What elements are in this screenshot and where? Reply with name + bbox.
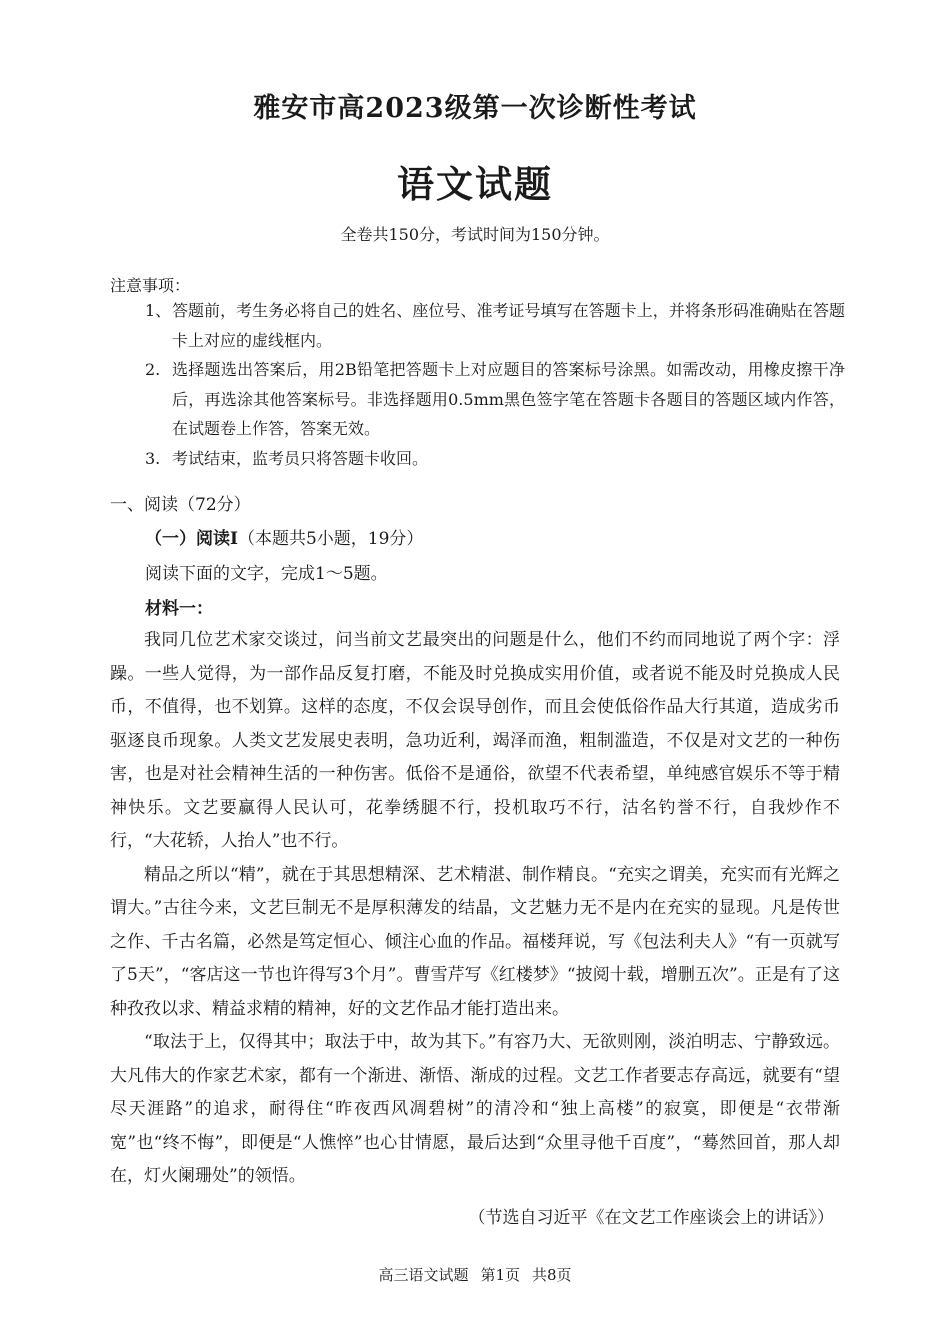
footer-total: 共8页 <box>532 1266 572 1284</box>
notice-heading: 注意事项： <box>110 276 191 295</box>
subject-title: 语文试题 <box>397 162 553 206</box>
notice-text: 答题前，考生务必将自己的姓名、座位号、准考证号填写在答题卡上，并将条形码准确贴在答题卡上对应的虚线框内。 <box>172 301 845 350</box>
notice-text: 选择题选出答案后，用2B铅笔把答题卡上对应题目的答案标号涂黑。如需改动，用橡皮擦干净后，再选涂其他答案标号。非选择题用0.5mm黑色签字笔在答题卡各题目的答题区域内作答，在试题卷上作答，答案无效。 <box>172 360 845 438</box>
exam-info: 全卷共150分，考试时间为150分钟。 <box>340 225 610 244</box>
notice-number: 2. <box>145 360 161 379</box>
notice-item <box>145 444 845 474</box>
material-label: 材料一： <box>145 599 213 619</box>
reading-instruction: 阅读下面的文字，完成1～5题。 <box>145 564 388 584</box>
notice-number: 1、 <box>145 301 172 320</box>
footer-subject: 高三语文试题 <box>378 1266 469 1284</box>
part-detail: （本题共5小题，19分） <box>237 529 424 549</box>
part-label: （一）阅读Ⅰ <box>145 529 238 549</box>
article-paragraph: 我同几位艺术家交谈过，问当前文艺最突出的问题是什么，他们不约而同地说了两个字：浮躁。一些人觉得，为一部作品反复打磨，不能及时兑换成实用价值，或者说不能及时兑换成人民币，不值得，也不划算。这样的态度，不仅会误导创作，而且会使低俗作品大行其道，造成劣币驱逐良币现象。人类文艺发展史表明，急功近利，竭泽而渔，粗制滥造，不仅是对文艺的一种伤害，也是对社会精神生活的一种伤害。低俗不是通俗，欲望不代表希望，单纯感官娱乐不等于精神快乐。文艺要赢得人民认可，花拳绣腿不行，投机取巧不行，沽名钓誉不行，自我炒作不行，“大花轿，人抬人”也不行。 <box>110 630 840 851</box>
article-paragraph: “取法于上，仅得其中；取法于中，故为其下。”有容乃大、无欲则刚，淡泊明志、宁静致远。大凡伟大的作家艺术家，都有一个渐进、渐悟、渐成的过程。文艺工作者要志存高远，就要有“望尽天涯路”的追求，耐得住“昨夜西风凋碧树”的清冷和“独上高楼”的寂寞，即便是“衣带渐宽”也“终不悔”，即便是“人憔悴”也心甘情愿，最后达到“众里寻他千百度”，“蓦然回首，那人却在，灯火阑珊处”的领悟。 <box>110 1032 840 1186</box>
part-heading <box>145 524 423 549</box>
notice-number: 3. <box>145 448 161 468</box>
notice-text: 考试结束，监考员只将答题卡收回。 <box>172 448 429 468</box>
notice-item <box>145 355 845 444</box>
footer-page: 第1页 <box>480 1266 520 1284</box>
exam-title: 雅安市高2023级第一次诊断性考试 <box>253 93 697 124</box>
article-paragraph: 精品之所以“精”，就在于其思想精深、艺术精湛、制作精良。“充实之谓美，充实而有光辉之谓大。”古往今来，文艺巨制无不是厚积薄发的结晶，文艺魅力无不是内在充实的显现。凡是传世之作、千古名篇，必然是笃定恒心、倾注心血的作品。福楼拜说，写《包法利夫人》“有一页就写了5天”，“客店这一节也许得写3个月”。曹雪芹写《红楼梦》“披阅十载，增删五次”。正是有了这种孜孜以求、精益求精的精神，好的文艺作品才能打造出来。 <box>110 864 840 1019</box>
section-title: 一、阅读（72分） <box>110 495 251 515</box>
article-body <box>110 624 840 1194</box>
notice-item <box>145 296 845 355</box>
page-footer <box>0 1264 950 1285</box>
notice-list <box>145 296 845 473</box>
article-source: （节选自习近平《在文艺工作座谈会上的讲话》） <box>468 1208 834 1228</box>
